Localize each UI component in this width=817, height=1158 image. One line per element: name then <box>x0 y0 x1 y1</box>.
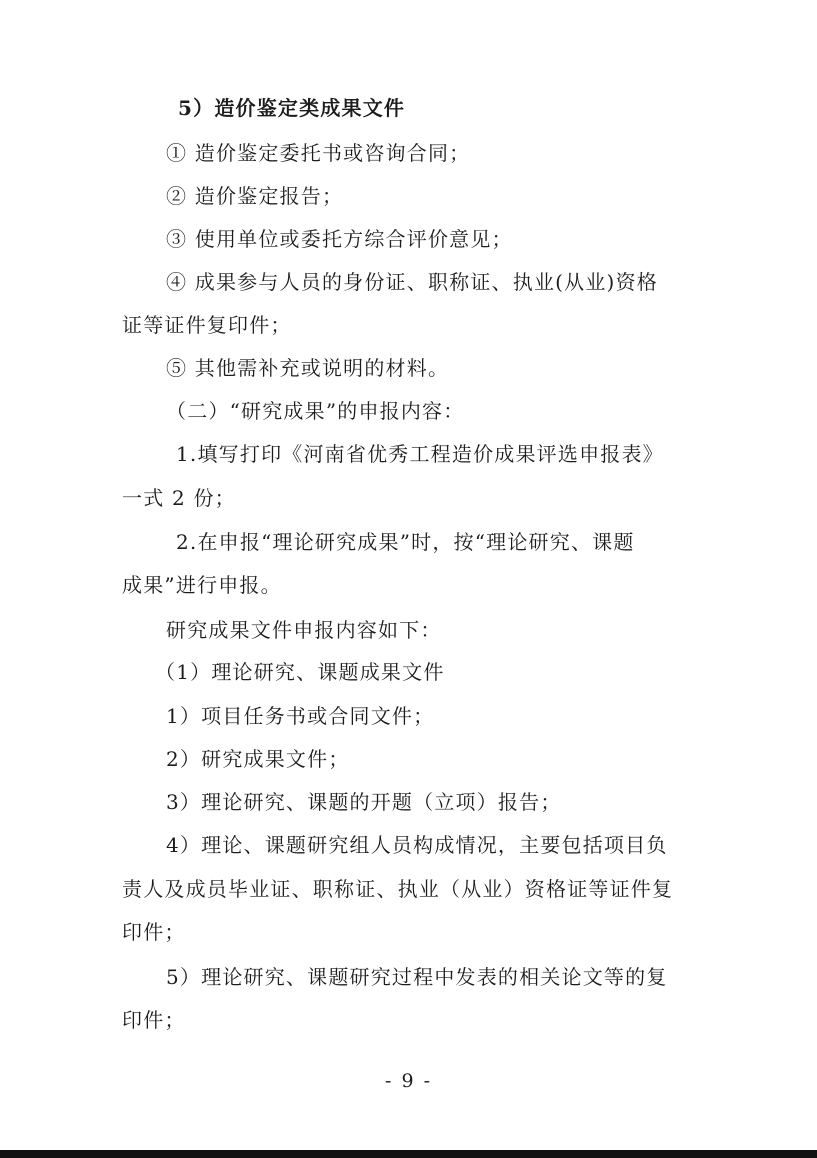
list-item: 3）理论研究、课题的开题（立项）报告； <box>166 790 562 814</box>
list-item: ⑤ 其他需补充或说明的材料。 <box>166 356 450 380</box>
list-item: ① 造价鉴定委托书或咨询合同； <box>166 141 471 165</box>
page-number: - 9 - <box>384 1070 432 1092</box>
list-item: 1）项目任务书或合同文件； <box>166 704 435 728</box>
list-item: 4）理论、课题研究组人员构成情况，主要包括项目负 <box>166 833 668 857</box>
subsection-heading: （1）理论研究、课题成果文件 <box>155 660 445 684</box>
section-heading: （二）“研究成果”的申报内容： <box>166 399 465 423</box>
list-item: 2）研究成果文件； <box>166 747 350 771</box>
list-item-continuation: 印件； <box>122 920 186 944</box>
paragraph-continuation: 成果”进行申报。 <box>122 573 282 597</box>
list-item-continuation: 证等证件复印件； <box>122 313 292 337</box>
paragraph-line: 研究成果文件申报内容如下： <box>166 618 442 642</box>
paragraph-continuation: 一式 2 份； <box>122 486 236 510</box>
list-item: ③ 使用单位或委托方综合评价意见； <box>166 227 513 251</box>
paragraph-line: 1.填写打印《河南省优秀工程造价成果评选申报表》 <box>176 442 664 466</box>
list-item-continuation: 印件； <box>122 1008 186 1032</box>
section-heading: 5）造价鉴定类成果文件 <box>178 96 406 120</box>
list-item: ② 造价鉴定报告； <box>166 184 344 208</box>
list-item: ④ 成果参与人员的身份证、职称证、执业(从业)资格 <box>166 270 658 294</box>
list-item: 5）理论研究、课题研究过程中发表的相关论文等的复 <box>166 965 668 989</box>
list-item-continuation: 责人及成员毕业证、职称证、执业（从业）资格证等证件复 <box>122 877 674 901</box>
scan-border <box>0 1150 817 1158</box>
paragraph-line: 2.在申报“理论研究成果”时，按“理论研究、课题 <box>176 530 635 554</box>
